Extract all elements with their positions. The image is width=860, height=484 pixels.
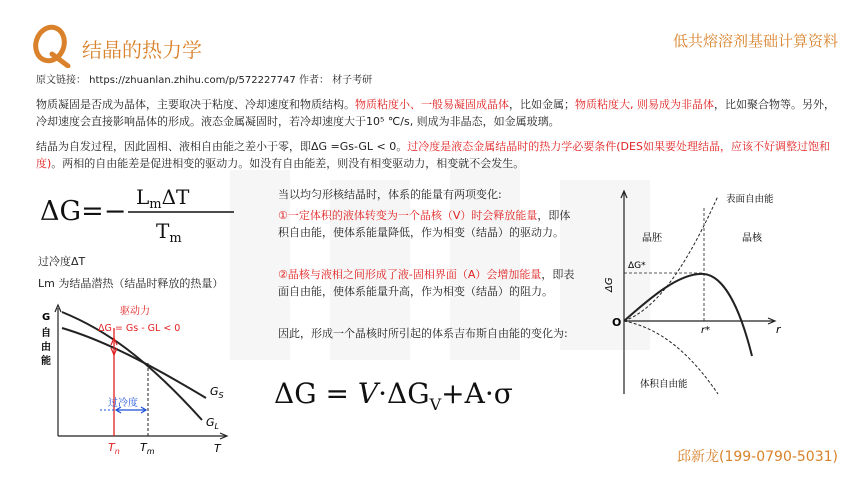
driving-force-label: 驱动力 [120,306,150,317]
svg-text:ΔG = V·ΔGV+A·σ: $\Delta G = V\cdot\Delta G_V+A\cdot\sigma$ [274,377,513,414]
nucleation-title: 当以均匀形核结晶时，体系的能量有两项变化: [278,188,502,201]
delta-g-annotation: ΔG = Gs - GL < 0 [98,323,181,334]
text-span: 物质凝固是否成为晶体，主要取决于粘度、冷却速度和物质结构。 [36,98,355,111]
y-axis-label-3: 能 [41,356,51,367]
text-span: ，比如聚合物等。另外，冷却速度会直接影响晶体的形成。液态金属凝固时，若冷却速度大于10⁵ ℃/s, 则成为非晶态，如金属玻璃。 [36,98,835,128]
origin-label: O [612,316,622,329]
y-axis-label-g: G [42,312,51,323]
dg-star-label: ΔG* [628,261,646,271]
highlight-span: 物质粘度小、一般易凝固成晶体 [355,98,509,111]
nucleus-label: 晶核 [742,233,762,244]
series-title: 低共熔溶剂基础计算资料 [672,32,838,50]
text-span: ，比如金属； [509,98,575,111]
subcool-label: 过冷度 [108,398,138,409]
formula-delta-g [38,176,238,246]
curve-gs [62,328,206,398]
gs-label: $G_S$ [210,385,224,400]
gl-label: $G_L$ [206,416,219,431]
conclusion-paragraph: 因此，形成一个晶核时所引起的体系吉布斯自由能的变化为: [278,327,568,340]
nucleation-energy-chart [600,188,805,398]
formula-lhs: ΔG=− [40,196,127,227]
y-axis-label-2: 由 [41,342,51,353]
label-latent-heat: Lm 为结晶潜热（结晶时释放的热量） [38,277,224,290]
text-span: 。两相的自由能差是促进相变的驱动力。如没有自由能差，则没有相变驱动力，相变就不会发生。 [51,157,525,170]
total-energy-curve [624,274,752,356]
highlight-span: ①一定体积的液体转变为一个晶核（V）时会释放能量 [278,209,538,222]
dg-axis-label: ΔG [604,277,615,292]
surface-energy-paragraph [278,266,578,300]
tn-tick: $T_n$ [108,441,120,456]
highlight-span: ②晶核与液相之间形成了液-固相界面（A）会增加能量 [278,268,542,281]
y-axis-label-1: 自 [41,328,51,339]
formula-nucleation [270,367,560,417]
page-title: 结晶的热力学 [82,38,202,62]
text-span: ，即表面自由能，使体系能量升高，作为相变（结晶）的阻力。 [278,268,575,298]
volume-energy-paragraph [278,207,578,241]
r-star-label: r* [701,325,711,336]
tm-tick: $T_m$ [140,441,155,456]
paragraph-crystallization [36,138,836,172]
formula-numerator: $L_m\Delta T$ [136,185,190,212]
paragraph-solidification [36,96,836,130]
logo-q-icon [30,24,74,68]
label-subcooling: 过冷度ΔT [38,255,86,268]
text-span: 结晶为自发过程，因此固相、液相自由能之差小于零，即ΔG =Gs-GL < 0。 [36,140,408,153]
surface-energy-label: 表面自由能 [726,194,774,205]
contact-info: 邱新龙(199-0790-5031) [676,449,838,465]
embryo-label: 晶胚 [642,233,662,244]
volume-energy-label: 体积自由能 [640,379,688,390]
highlight-span: 物质粘度大, 则易成为非晶体 [575,98,714,111]
r-axis-label: r [776,323,781,336]
formula-denominator: $T_m$ [156,219,182,246]
t-axis-label: T [214,442,221,455]
source-line: 原文链接： https://zhuanlan.zhihu.com/p/572227747 作者： 材子考研 [36,75,373,86]
highlight-span: 过冷度是液态金属结晶时的热力学必要条件(DES如果要处理结晶，应该不好调整过饱和度) [36,140,830,170]
text-span: ，即体积自由能，使体系能量降低，作为相变（结晶）的驱动力。 [278,209,571,239]
free-energy-temperature-chart [36,300,236,460]
